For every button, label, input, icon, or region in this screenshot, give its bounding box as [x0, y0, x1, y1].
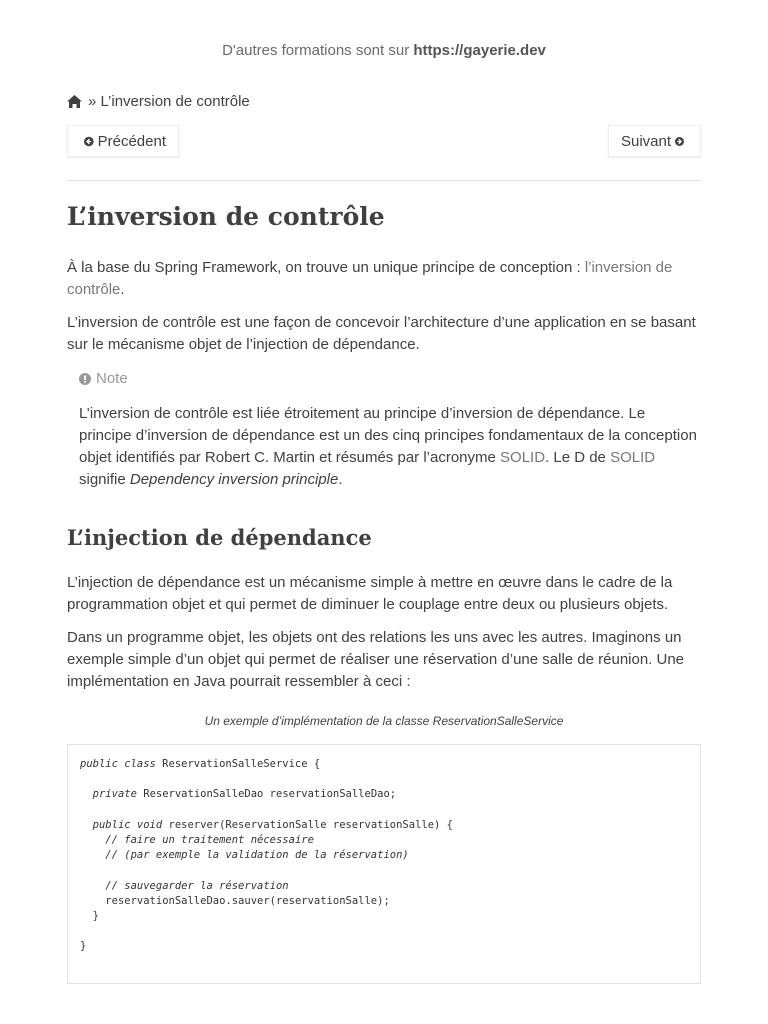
note-text-4: .	[338, 471, 343, 488]
note-text-3: signifie	[79, 471, 130, 488]
note-label: Note	[96, 370, 128, 387]
note-emphasis: Dependency inversion principle	[129, 471, 339, 488]
note-body	[79, 403, 701, 491]
home-icon[interactable]	[67, 95, 82, 112]
breadcrumb-current: L’inversion de contrôle	[100, 93, 250, 110]
code-block: public class ReservationSalleService { private ReservationSalleDao reservationSalleDao; public void reserver(ReservationSalle reservationSalle) { // faire un traitement nécessaire // (par exemple la validation de la réservation) // sauvegarder la réservation reservationSalleDao.sauver(reservationSalle); } }	[67, 744, 701, 984]
note-title	[79, 370, 128, 387]
banner-link[interactable]: https://gayerie.dev	[413, 42, 546, 59]
exclamation-circle-icon	[79, 373, 91, 385]
ioc-link[interactable]: l’inversion de contrôle	[67, 259, 673, 298]
breadcrumb-separator: »	[88, 93, 97, 110]
previous-button[interactable]	[67, 125, 179, 157]
top-banner	[0, 42, 768, 59]
solid-link-1[interactable]: SOLID	[500, 449, 546, 466]
next-label: Suivant	[621, 132, 672, 150]
note-text-1: L’inversion de contrôle est liée étroitement au principe d’inversion de dépendance. Le principe d’inversion de dépendance est un des cinq principes fondamentaux de la conception objet identifiés par Robert C. Martin et résumés par l’acronyme	[79, 405, 697, 466]
arrow-left-circle-icon	[84, 135, 94, 148]
intro-paragraph	[67, 257, 701, 301]
next-button[interactable]	[608, 125, 701, 157]
breadcrumb	[67, 93, 250, 112]
ioc-paragraph: L’inversion de contrôle est une façon de concevoir l’architecture d’une application en se basant sur le mécanisme objet de l’injection de dépendance.	[67, 314, 696, 353]
code-caption: Un exemple d’implémentation de la classe ReservationSalleService	[204, 714, 564, 728]
arrow-right-circle-icon	[675, 135, 684, 148]
intro-text: À la base du Spring Framework, on trouve un unique principe de conception :	[67, 259, 585, 276]
example-paragraph: Dans un programme objet, les objets ont des relations les uns avec les autres. Imaginons un exemple simple d’un objet qui permet de réaliser une réservation d’une salle de réunion. Une implémentation en Java pourrait ressembler à ceci :	[67, 629, 685, 690]
injection-paragraph: L’injection de dépendance est un mécanisme simple à mettre en œuvre dans le cadre de la programmation objet et qui permet de diminuer le couplage entre deux ou plusieurs objets.	[67, 574, 673, 613]
divider	[67, 180, 701, 181]
page-title: L’inversion de contrôle	[67, 202, 385, 231]
section-title: L’injection de dépendance	[67, 525, 372, 550]
solid-link-2[interactable]: SOLID	[610, 449, 656, 466]
intro-end: .	[120, 281, 125, 298]
previous-label: Précédent	[97, 132, 166, 150]
note-text-2: . Le D de	[545, 449, 611, 466]
banner-text: D'autres formations sont sur	[222, 42, 414, 59]
